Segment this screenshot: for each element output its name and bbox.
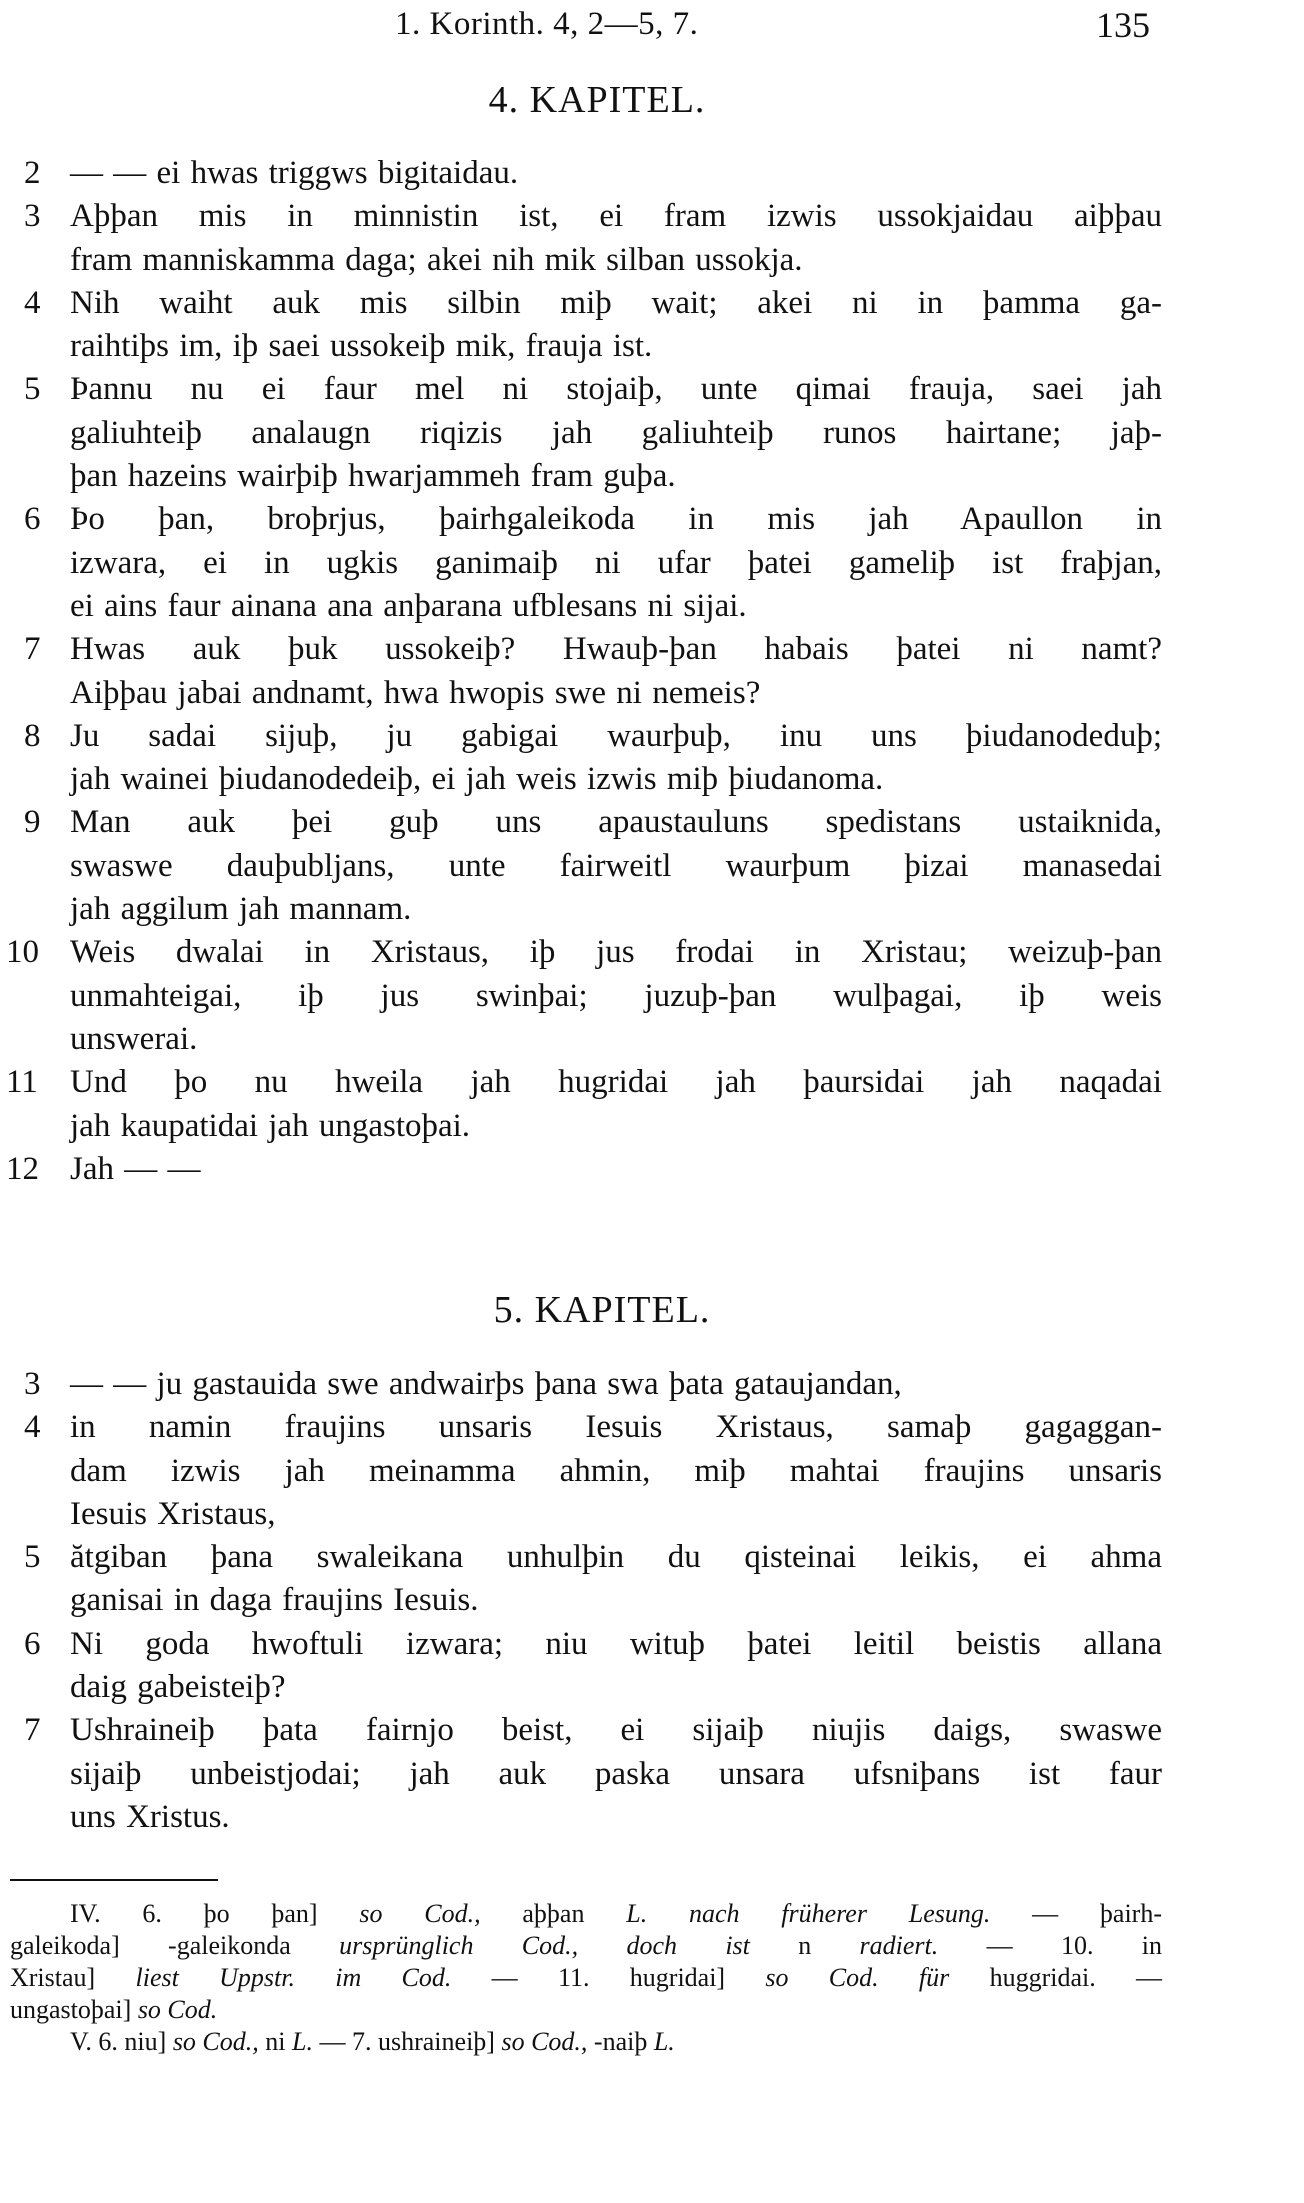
verse-line	[0, 1623, 1304, 1666]
verse-text: Hwas auk þuk ussokeiþ? Hwauþ-þan habais þatei ni namt?	[70, 631, 1162, 668]
footnote-line	[0, 2026, 1304, 2058]
footnote-segment: galeikoda] -galeikonda	[10, 1931, 340, 1960]
verse-continuation-line	[0, 239, 1304, 282]
verse-continuation-line	[0, 888, 1304, 931]
verse-line	[0, 931, 1304, 974]
footnote-rule	[10, 1879, 218, 1881]
verse-continuation-line	[0, 1753, 1304, 1796]
verse-number: 8	[24, 717, 41, 754]
footnote-segment: — 11. hugridai]	[451, 1963, 766, 1992]
footnote-italic-segment: radiert.	[859, 1931, 939, 1960]
verse-text: jah wainei þiudanodedeiþ, ei jah weis izwis miþ þiudanoma.	[70, 761, 884, 798]
verse-continuation-line	[0, 455, 1304, 498]
verse-continuation-line	[0, 1666, 1304, 1709]
verse-text: Jah — —	[70, 1150, 201, 1187]
verse-text: in namin fraujins unsaris Iesuis Xristaus, samaþ gagaggan-	[70, 1409, 1162, 1446]
verse-text: Weis dwalai in Xristaus, iþ jus frodai in Xristau; weizuþ-þan	[70, 934, 1162, 971]
verse-number: 4	[24, 284, 41, 321]
footnote-italic-segment: ursprünglich Cod., doch ist	[339, 1931, 750, 1960]
verse-text: fram manniskamma daga; akei nih mik silban ussokja.	[70, 241, 803, 278]
verse-text: swaswe dauþubljans, unte fairweitl waurþum þizai manasedai	[70, 847, 1162, 884]
verse-text: — — ju gastauida swe andwairþs þana swa þata gataujandan,	[70, 1366, 902, 1402]
verse-line	[0, 1709, 1304, 1752]
footnotes	[0, 1898, 1304, 2058]
footnote-segment: ni	[258, 2027, 293, 2056]
verse-continuation-line	[0, 1579, 1304, 1622]
footnote-italic-segment: L.	[653, 2027, 675, 2056]
verse-number: 2	[24, 155, 41, 191]
verse-text: unswerai.	[70, 1020, 198, 1057]
verse-text: ei ains faur ainana ana anþarana ufblesans ni sijai.	[70, 587, 747, 624]
footnote-text	[70, 2026, 1162, 2058]
verse-number: 4	[24, 1409, 41, 1446]
verse-text: Þo þan, broþrjus, þairhgaleikoda in mis jah Apaullon in	[70, 501, 1162, 538]
verse-text: daig gabeisteiþ?	[70, 1669, 286, 1706]
footnote-italic-segment: L. nach früherer Lesung.	[626, 1899, 991, 1928]
chapter-4-verses	[0, 152, 1304, 1191]
page-number: 135	[1096, 5, 1150, 45]
verse-line	[0, 282, 1304, 325]
verse-text: unmahteigai, iþ jus swinþai; juzuþ-þan wulþagai, iþ weis	[70, 977, 1162, 1014]
footnote-segment: ungastoþai]	[10, 1995, 138, 2024]
running-head: 1. Korinth. 4, 2—5, 7.	[395, 6, 699, 42]
footnote-segment: IV. 6. þo þan]	[70, 1899, 360, 1928]
verse-continuation-line	[0, 1105, 1304, 1148]
verse-number: 5	[24, 1539, 41, 1576]
footnote-italic-segment: so Cod.	[137, 1995, 218, 2024]
verse-number: 3	[24, 1366, 41, 1402]
verse-line	[0, 1148, 1304, 1191]
footnote-line	[0, 1962, 1304, 1994]
chapter-5-verses	[0, 1363, 1304, 1839]
verse-continuation-line	[0, 542, 1304, 585]
footnote-segment: aþþan	[480, 1899, 627, 1928]
footnote-italic-segment: so Cod.,	[359, 1899, 481, 1928]
verse-number: 12	[6, 1150, 39, 1187]
footnote-italic-segment: so Cod.,	[172, 2027, 259, 2056]
footnote-segment: — þairh-	[990, 1899, 1162, 1928]
verse-text: uns Xristus.	[70, 1798, 230, 1835]
verse-text: Aiþþau jabai andnamt, hwa hwopis swe ni nemeis?	[70, 674, 761, 711]
verse-number: 3	[24, 198, 41, 235]
verse-text: Þannu nu ei faur mel ni stojaiþ, unte qimai frauja, saei jah	[70, 371, 1162, 408]
verse-line	[0, 368, 1304, 411]
verse-continuation-line	[0, 1018, 1304, 1061]
chapter-title: 4. KAPITEL.	[488, 79, 706, 121]
footnote-segment: — 7. ushraineiþ]	[312, 2027, 502, 2056]
verse-text: izwara, ei in ugkis ganimaiþ ni ufar þatei gameliþ ist fraþjan,	[70, 544, 1162, 581]
verse-text: dam izwis jah meinamma ahmin, miþ mahtai fraujins unsaris	[70, 1452, 1162, 1489]
footnote-segment: n	[749, 1931, 860, 1960]
verse-continuation-line	[0, 412, 1304, 455]
footnote-italic-segment: L.	[292, 2027, 313, 2056]
verse-text: Ushraineiþ þata fairnjo beist, ei sijaiþ niujis daigs, swaswe	[70, 1712, 1162, 1749]
verse-text: raihtiþs im, iþ saei ussokeiþ mik, frauja ist.	[70, 328, 653, 365]
chapter-title: 5. KAPITEL.	[493, 1289, 711, 1331]
verse-line	[0, 715, 1304, 758]
verse-number: 9	[24, 804, 41, 841]
verse-text: Iesuis Xristaus,	[70, 1495, 276, 1532]
verse-text: ganisai in daga fraujins Iesuis.	[70, 1582, 479, 1619]
verse-line	[0, 498, 1304, 541]
verse-text: — — ei hwas triggws bigitaidau.	[70, 155, 519, 191]
footnote-segment: Xristau]	[10, 1963, 136, 1992]
footnote-text	[10, 1930, 1162, 1962]
verse-number: 11	[6, 1064, 38, 1101]
verse-continuation-line	[0, 672, 1304, 715]
verse-continuation-line	[0, 758, 1304, 801]
verse-number: 6	[24, 1625, 41, 1662]
verse-line	[0, 628, 1304, 671]
verse-line	[0, 1536, 1304, 1579]
footnote-text	[10, 1962, 1162, 1994]
verse-text: galiuhteiþ analaugn riqizis jah galiuhteiþ runos hairtane; jaþ-	[70, 414, 1162, 451]
footnote-segment: -naiþ	[587, 2027, 654, 2056]
footnote-line	[0, 1898, 1304, 1930]
verse-text: Ju sadai sijuþ, ju gabigai waurþuþ, inu uns þiudanodeduþ;	[70, 717, 1162, 754]
verse-line	[0, 1061, 1304, 1104]
verse-number: 7	[24, 631, 41, 668]
verse-continuation-line	[0, 1796, 1304, 1839]
verse-line	[0, 1406, 1304, 1449]
footnote-text	[70, 1898, 1162, 1930]
verse-line	[0, 152, 1304, 195]
verse-text: Nih waiht auk mis silbin miþ wait; akei ni in þamma ga-	[70, 284, 1162, 321]
footnote-line	[0, 1930, 1304, 1962]
verse-line	[0, 801, 1304, 844]
verse-text: Und þo nu hweila jah hugridai jah þaursidai jah naqadai	[70, 1064, 1162, 1101]
footnote-segment: huggridai. —	[949, 1963, 1163, 1992]
verse-number: 10	[6, 934, 39, 971]
verse-continuation-line	[0, 1450, 1304, 1493]
verse-number: 5	[24, 371, 41, 408]
verse-text: sijaiþ unbeistjodai; jah auk paska unsara ufsniþans ist faur	[70, 1755, 1162, 1792]
verse-text: þan hazeins wairþiþ hwarjammeh fram guþa.	[70, 458, 676, 495]
verse-continuation-line	[0, 975, 1304, 1018]
verse-continuation-line	[0, 325, 1304, 368]
verse-text: ătgiban þana swaleikana unhulþin du qisteinai leikis, ei ahma	[70, 1539, 1162, 1576]
verse-line	[0, 195, 1304, 238]
verse-text: Man auk þei guþ uns apaustauluns spedistans ustaiknida,	[70, 804, 1162, 841]
verse-text: Ni goda hwoftuli izwara; niu wituþ þatei leitil beistis allana	[70, 1625, 1162, 1662]
footnote-text	[10, 1994, 1162, 2026]
verse-text: jah aggilum jah mannam.	[70, 891, 412, 928]
footnote-line	[0, 1994, 1304, 2026]
verse-continuation-line	[0, 845, 1304, 888]
verse-continuation-line	[0, 1493, 1304, 1536]
footnote-italic-segment: so Cod. für	[765, 1963, 950, 1992]
footnote-segment: V. 6. niu]	[70, 2027, 173, 2056]
footnote-italic-segment: liest Uppstr. im Cod.	[135, 1963, 452, 1992]
verse-text: Aþþan mis in minnistin ist, ei fram izwis ussokjaidau aiþþau	[70, 198, 1162, 235]
verse-text: jah kaupatidai jah ungastoþai.	[70, 1107, 471, 1144]
footnote-italic-segment: so Cod.,	[501, 2027, 588, 2056]
verse-continuation-line	[0, 585, 1304, 628]
footnote-segment: — 10. in	[938, 1931, 1162, 1960]
verse-line	[0, 1363, 1304, 1406]
verse-number: 6	[24, 501, 41, 538]
verse-number: 7	[24, 1712, 41, 1749]
